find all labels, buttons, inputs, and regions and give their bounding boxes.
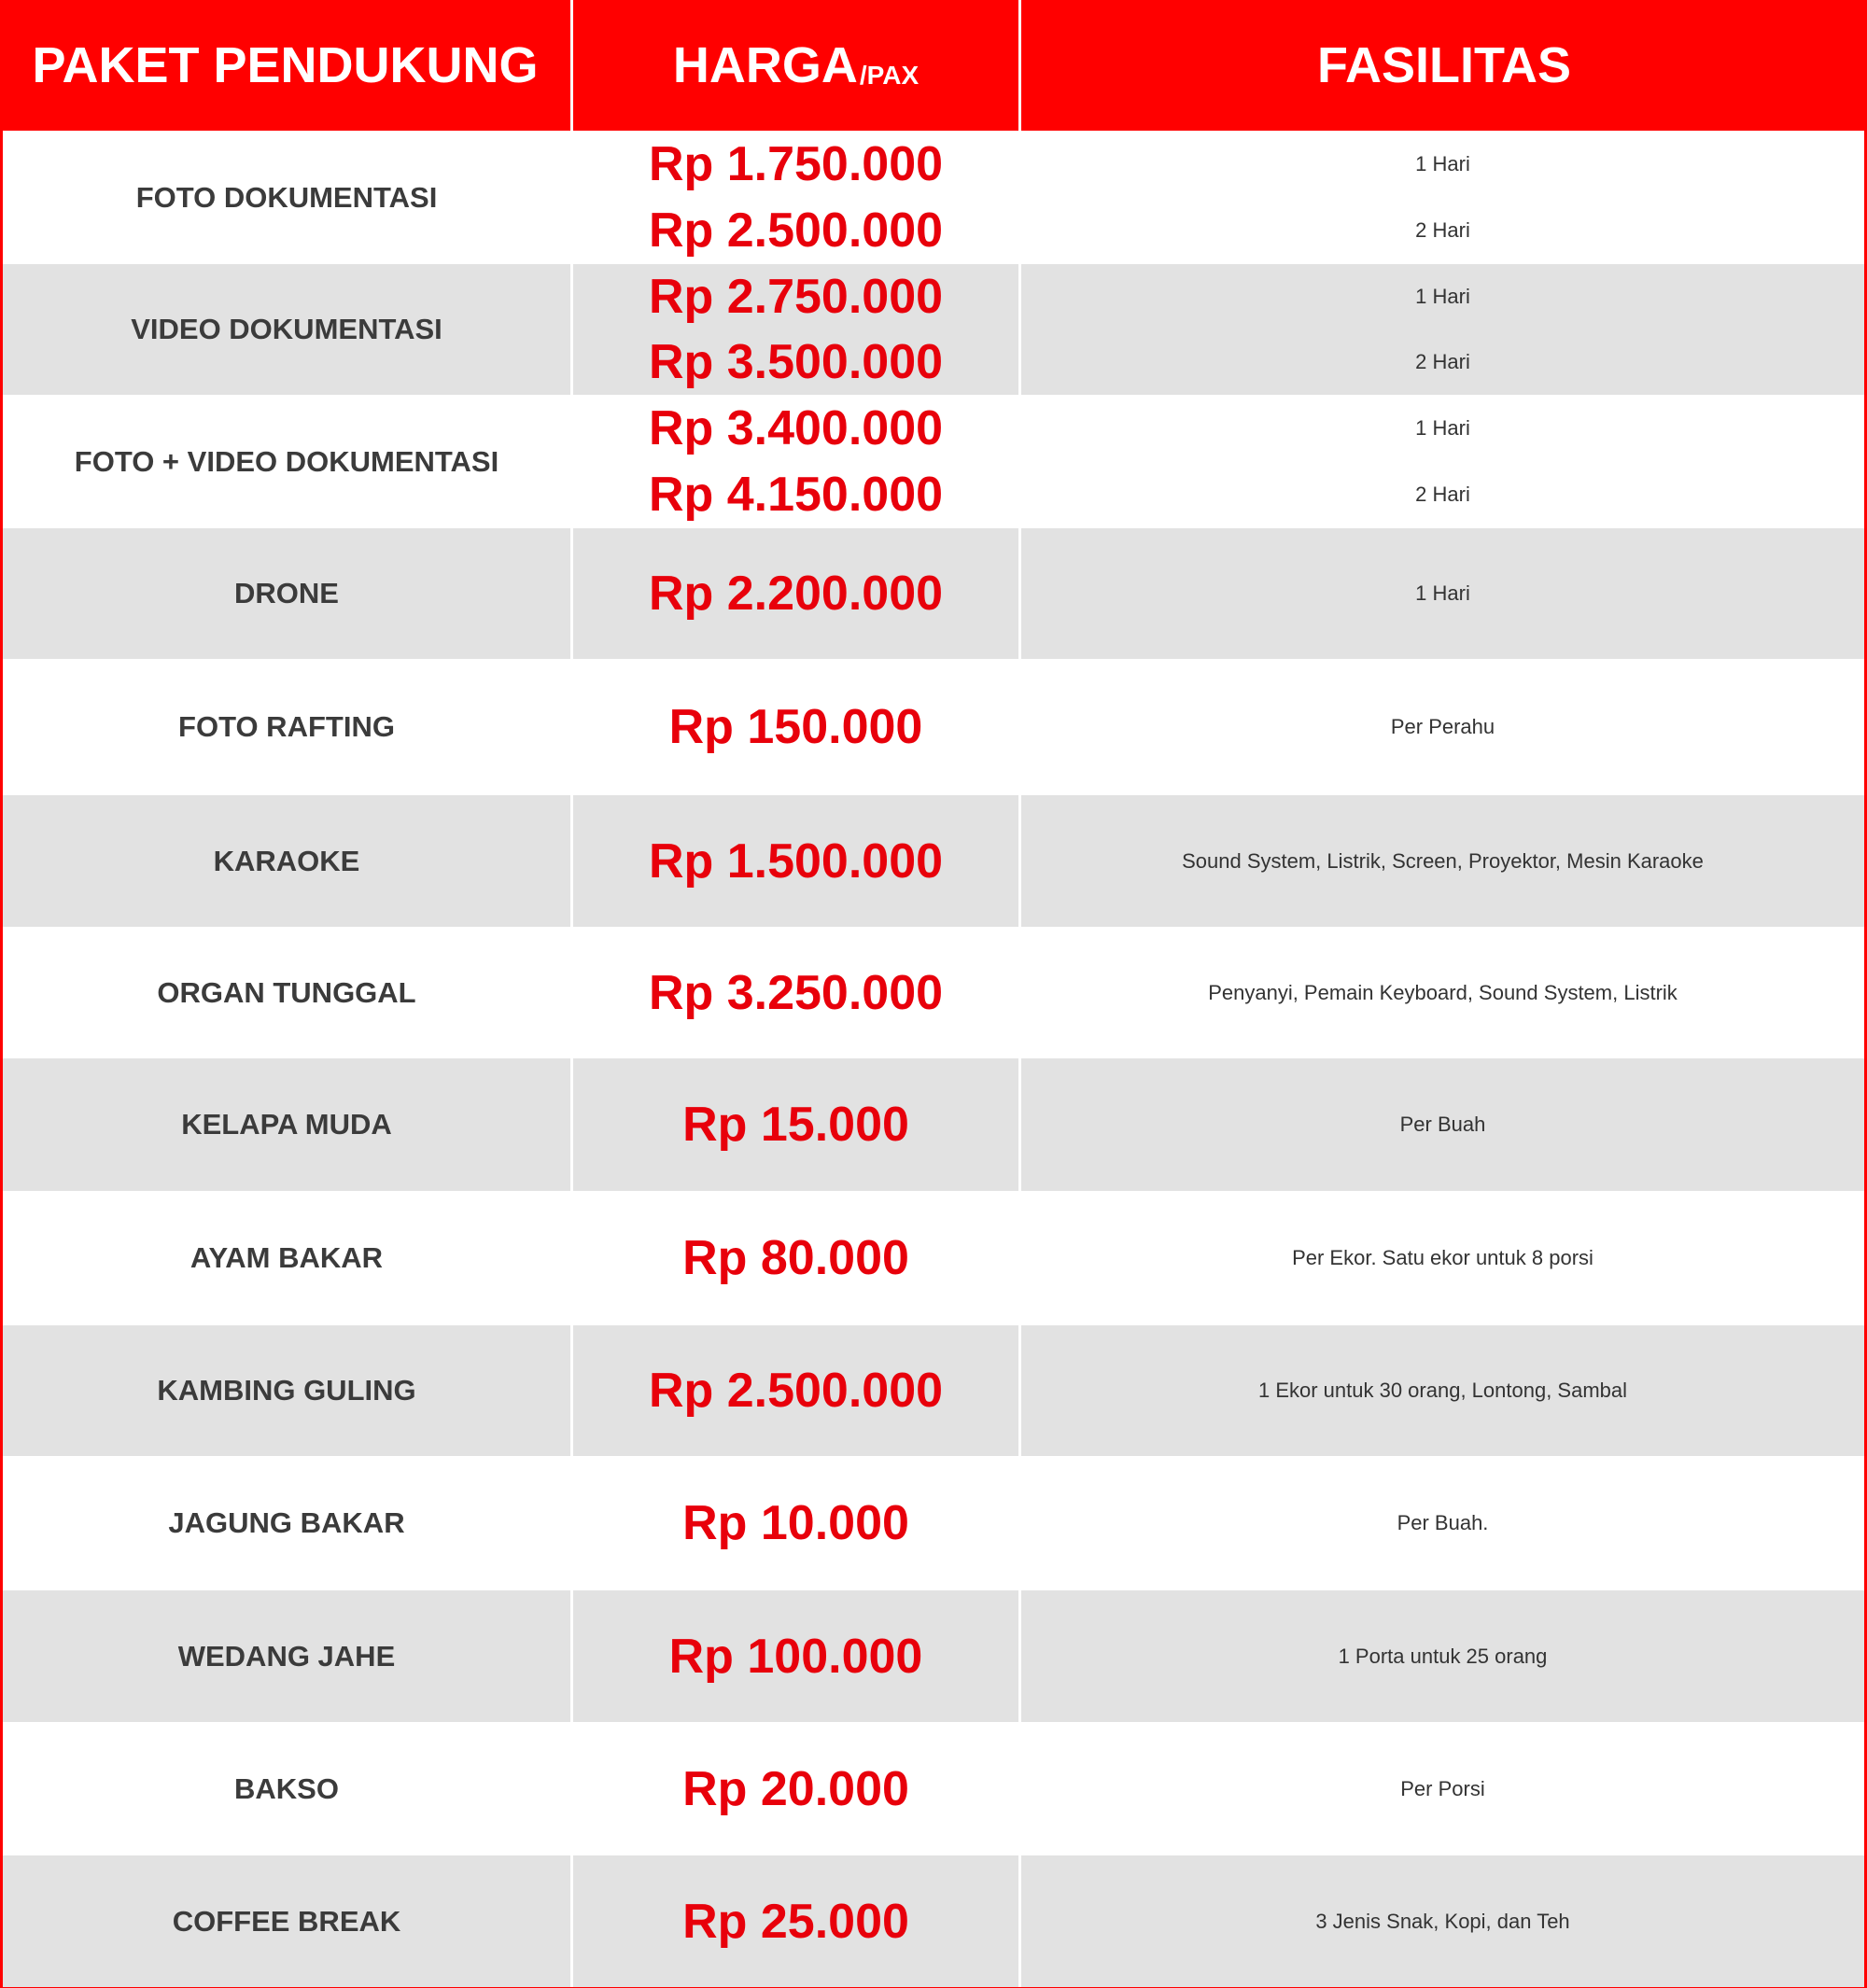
price-cell bbox=[570, 1325, 1018, 1456]
package-name: AYAM BAKAR bbox=[190, 1241, 384, 1274]
facility-text: 1 Hari bbox=[1415, 285, 1470, 308]
package-name: WEDANG JAHE bbox=[177, 1639, 396, 1673]
facility-text: Sound System, Listrik, Screen, Proyektor, Mesin Karaoke bbox=[1182, 848, 1704, 873]
price-value: Rp 4.150.000 bbox=[648, 468, 944, 523]
price-cell bbox=[570, 927, 1018, 1058]
facilities-cell bbox=[1018, 528, 1864, 659]
facilities-cell bbox=[1018, 1722, 1864, 1855]
price-cell bbox=[570, 528, 1018, 659]
facility-text: Penyanyi, Pemain Keyboard, Sound System, Listrik bbox=[1208, 980, 1677, 1004]
package-name: FOTO RAFTING bbox=[178, 710, 395, 743]
facilities-cell bbox=[1018, 1456, 1864, 1590]
package-name: FOTO DOKUMENTASI bbox=[135, 180, 438, 214]
header-paket-pendukung bbox=[0, 0, 570, 131]
facility-text: 1 Hari bbox=[1415, 151, 1470, 175]
facility-text: 2 Hari bbox=[1415, 350, 1470, 373]
facility-text: 2 Hari bbox=[1415, 218, 1470, 243]
facility-text: 1 Hari bbox=[1415, 581, 1470, 605]
price-cell bbox=[570, 395, 1018, 528]
price-cell bbox=[570, 1191, 1018, 1325]
package-name: DRONE bbox=[234, 577, 339, 609]
price-value: Rp 2.750.000 bbox=[648, 270, 944, 324]
facility-text: 3 Jenis Snak, Kopi, dan Teh bbox=[1315, 1909, 1570, 1933]
price-cell bbox=[570, 1456, 1018, 1590]
facilities-cell bbox=[1018, 1855, 1864, 1987]
facility-text: 1 Hari bbox=[1415, 415, 1470, 440]
price-value: Rp 80.000 bbox=[682, 1231, 909, 1285]
table-row bbox=[3, 1722, 1864, 1855]
price-cell bbox=[570, 795, 1018, 927]
price-value: Rp 2.500.000 bbox=[648, 1364, 944, 1418]
header-paket-pendukung-label: PAKET PENDUKUNG bbox=[32, 37, 539, 93]
table-row bbox=[3, 1191, 1864, 1325]
table-header bbox=[0, 0, 1867, 131]
price-value: Rp 15.000 bbox=[682, 1098, 909, 1152]
table-row bbox=[3, 528, 1864, 659]
header-fasilitas-label: FASILITAS bbox=[1316, 37, 1571, 93]
package-name: JAGUNG BAKAR bbox=[168, 1506, 405, 1539]
price-cell bbox=[570, 1722, 1018, 1855]
facilities-cell bbox=[1018, 1191, 1864, 1325]
package-name: COFFEE BREAK bbox=[172, 1904, 401, 1938]
facility-text: 2 Hari bbox=[1415, 483, 1470, 507]
facilities-cell bbox=[1018, 264, 1864, 395]
price-value: Rp 25.000 bbox=[682, 1894, 909, 1949]
facility-text: Per Porsi bbox=[1400, 1776, 1485, 1800]
table-row bbox=[3, 1325, 1864, 1456]
header-harga-unit: /PAX bbox=[859, 61, 919, 90]
price-value: Rp 3.500.000 bbox=[648, 335, 944, 389]
price-value: Rp 10.000 bbox=[682, 1496, 909, 1550]
price-cell bbox=[570, 659, 1018, 795]
price-value: Rp 1.750.000 bbox=[648, 136, 944, 191]
header-harga-label: HARGA bbox=[672, 37, 858, 93]
facilities-cell bbox=[1018, 795, 1864, 927]
table-row bbox=[3, 264, 1864, 395]
table-row bbox=[3, 1855, 1864, 1987]
facility-text: 1 Porta untuk 25 orang bbox=[1338, 1644, 1548, 1668]
facilities-cell bbox=[1018, 659, 1864, 795]
facility-text: Per Buah. bbox=[1397, 1511, 1489, 1534]
facilities-cell bbox=[1018, 131, 1864, 264]
table-body bbox=[3, 131, 1864, 1987]
package-name: BAKSO bbox=[234, 1771, 339, 1805]
facilities-cell bbox=[1018, 1325, 1864, 1456]
package-name: FOTO + VIDEO DOKUMENTASI bbox=[74, 444, 499, 478]
facility-text: Per Perahu bbox=[1390, 715, 1495, 738]
price-value: Rp 150.000 bbox=[668, 700, 923, 754]
facilities-cell bbox=[1018, 1058, 1864, 1191]
package-name: ORGAN TUNGGAL bbox=[157, 975, 416, 1009]
header-fasilitas bbox=[1018, 0, 1867, 131]
package-name: KARAOKE bbox=[213, 844, 360, 877]
package-name: VIDEO DOKUMENTASI bbox=[131, 313, 442, 345]
table-row bbox=[3, 395, 1864, 528]
header-harga bbox=[570, 0, 1018, 131]
table-row bbox=[3, 1456, 1864, 1590]
facilities-cell bbox=[1018, 395, 1864, 528]
price-value: Rp 3.250.000 bbox=[648, 965, 944, 1020]
table-row bbox=[3, 927, 1864, 1058]
price-cell bbox=[570, 264, 1018, 395]
facility-text: Per Ekor. Satu ekor untuk 8 porsi bbox=[1292, 1246, 1593, 1269]
price-cell bbox=[570, 1855, 1018, 1987]
price-value: Rp 100.000 bbox=[668, 1629, 923, 1684]
price-cell bbox=[570, 131, 1018, 264]
package-name: KAMBING GULING bbox=[157, 1374, 416, 1407]
price-value: Rp 3.400.000 bbox=[648, 400, 944, 455]
price-cell bbox=[570, 1590, 1018, 1722]
facilities-cell bbox=[1018, 927, 1864, 1058]
table-row bbox=[3, 131, 1864, 264]
table-row bbox=[3, 1058, 1864, 1191]
price-value: Rp 2.200.000 bbox=[648, 567, 944, 621]
facility-text: Per Buah bbox=[1399, 1113, 1486, 1136]
package-name: KELAPA MUDA bbox=[181, 1108, 392, 1141]
price-cell bbox=[570, 1058, 1018, 1191]
table-row bbox=[3, 1590, 1864, 1722]
table-row bbox=[3, 795, 1864, 927]
facilities-cell bbox=[1018, 1590, 1864, 1722]
price-value: Rp 2.500.000 bbox=[648, 203, 944, 259]
price-value: Rp 1.500.000 bbox=[648, 833, 944, 889]
facility-text: 1 Ekor untuk 30 orang, Lontong, Sambal bbox=[1257, 1379, 1628, 1402]
table-row bbox=[3, 659, 1864, 795]
price-value: Rp 20.000 bbox=[682, 1761, 909, 1816]
